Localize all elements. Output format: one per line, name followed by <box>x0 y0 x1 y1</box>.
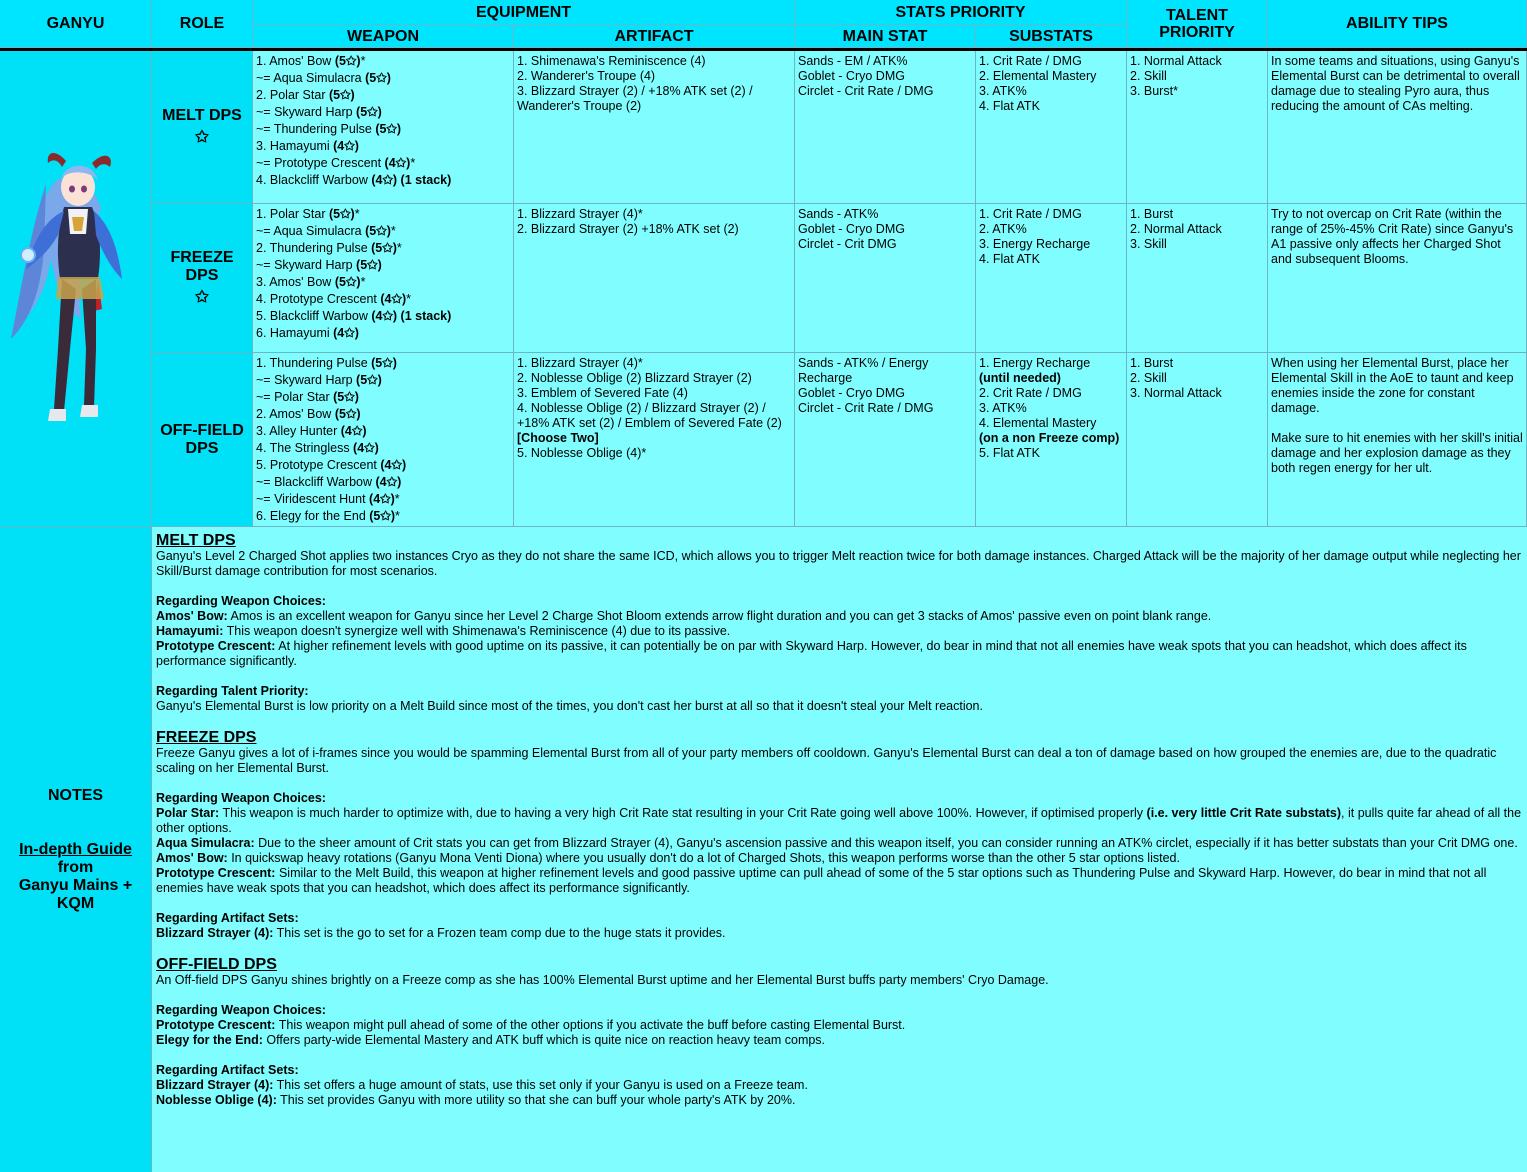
note-entry <box>156 624 1523 639</box>
ganyu-portrait-illustration <box>6 139 146 439</box>
note-text: Offers party-wide Elemental Mastery and ATK buff which is quite nice on reaction heavy team comps. <box>262 1033 826 1047</box>
note-text: This set is the go to set for a Frozen team comp due to the huge stats it provides. <box>273 926 726 940</box>
note-entry <box>156 1033 1523 1048</box>
weapon-rating: (5✩) <box>369 509 396 523</box>
weapon-footnote: * <box>406 292 412 306</box>
weapon-rating: (5✩) <box>356 105 382 119</box>
weapon-rating: (5✩) <box>334 275 361 289</box>
weapon-name: 1. Polar Star <box>256 207 329 221</box>
weapon-name: ~= Polar Star <box>256 390 334 404</box>
notes-body-cell <box>152 527 1527 1172</box>
note-text: In quickswap heavy rotations (Ganyu Mona Venti Diona) where you usually don't do a lot of Charged Shots, this weapon performs worse than the other 5 star options listed. <box>227 851 1180 865</box>
melt-notes-intro: Ganyu's Level 2 Charged Shot applies two instances Cryo as they do not share the same ICD, which allows you to trigger Melt reaction twice for both damage instances. Charged Attack will be the majority of her damage output while neglecting her Skill/Burst damage contribution for most scenarios. <box>156 549 1521 578</box>
weapon-name: 5. Blackcliff Warbow <box>256 309 372 323</box>
melt-weapon-notes <box>156 609 1523 669</box>
weapon-name: ~= Prototype Crescent <box>256 156 385 170</box>
header-talent-priority[interactable]: TALENT PRIORITY <box>1127 0 1268 48</box>
freeze-talent-cell: 1. Burst 2. Normal Attack 3. Skill <box>1127 204 1268 353</box>
note-subject: Prototype Crescent: <box>156 866 276 880</box>
weapon-entry <box>256 474 510 491</box>
weapon-name: ~= Skyward Harp <box>256 258 357 272</box>
weapon-footnote: * <box>360 54 366 68</box>
weapon-rating: (4✩) <box>340 424 367 438</box>
header-substats[interactable]: SUBSTATS <box>976 25 1127 48</box>
substat-note: (on a non Freeze comp) <box>979 431 1120 445</box>
off-field-artifact-notes <box>156 1078 1523 1108</box>
substat-line: 2. Crit Rate / DMG <box>979 386 1082 400</box>
note-text: This weapon might pull ahead of some of the other options if you activate the buff before casting Elemental Burst. <box>275 1018 906 1032</box>
weapon-rating: (4✩) <box>380 292 407 306</box>
weapon-name: ~= Viridescent Hunt <box>256 492 370 506</box>
guide-source: Ganyu Mains + KQM <box>18 876 133 912</box>
melt-talent-note: Ganyu's Elemental Burst is low priority on a Melt Build since most of the times, you don't cast her burst at all so that it doesn't steal your Melt reaction. <box>156 699 983 713</box>
role-label: OFF-FIELD DPS <box>160 421 244 457</box>
weapon-name: 3. Amos' Bow <box>256 275 335 289</box>
header-equipment[interactable]: EQUIPMENT <box>253 0 795 25</box>
weapon-entry <box>256 491 510 508</box>
substat-line: 5. Flat ATK <box>979 446 1040 460</box>
off-field-notes-heading: OFF-FIELD DPS <box>156 956 277 973</box>
weapon-rating: (4✩) <box>369 492 395 506</box>
choose-two-note: [Choose Two] <box>517 431 599 445</box>
melt-weapons-cell <box>253 51 514 204</box>
melt-talent-heading: Regarding Talent Priority: <box>156 684 309 698</box>
note-subject: Blizzard Strayer (4): <box>156 926 274 940</box>
substat-note: (until needed) <box>979 371 1061 385</box>
note-entry <box>156 866 1523 896</box>
character-portrait-cell <box>0 51 152 527</box>
note-text: This set offers a huge amount of stats, use this set only if your Ganyu is used on a Freeze team. <box>273 1078 808 1092</box>
artifact-line: 1. Blizzard Strayer (4)* <box>517 356 643 370</box>
off-field-main-stat-cell: Sands - ATK% / Energy Recharge Goblet - Cryo DMG Circlet - Crit Rate / DMG <box>795 353 976 527</box>
weapon-entry <box>256 206 510 223</box>
weapon-rating: (5✩) <box>365 224 391 238</box>
melt-artifacts-cell: 1. Shimenawa's Reminiscence (4) 2. Wanderer's Troupe (4) 3. Blizzard Strayer (2) / +18% ATK set (2) / Wanderer's Troupe (2) <box>514 51 795 204</box>
weapon-name: 4. Blackcliff Warbow <box>256 173 372 187</box>
weapon-name: ~= Thundering Pulse <box>256 122 376 136</box>
weapon-rating: (5✩) <box>328 207 355 221</box>
note-subject: Elegy for the End: <box>156 1033 263 1047</box>
off-field-substats-cell <box>976 353 1127 527</box>
role-freeze-dps <box>152 204 253 353</box>
weapon-rating: (5✩) <box>365 71 391 85</box>
substat-line: 4. Elemental Mastery <box>979 416 1097 430</box>
header-main-stat[interactable]: MAIN STAT <box>795 25 976 48</box>
weapon-entry <box>256 372 510 389</box>
freeze-tips-cell: Try to not overcap on Crit Rate (within the range of 25%-45% Crit Rate) since Ganyu's A1 passive only affects her Charged Shot and subsequent Blooms. <box>1268 204 1527 353</box>
substat-line: 1. Energy Recharge <box>979 356 1091 370</box>
weapon-entry <box>256 308 510 325</box>
weapon-name: 1. Thundering Pulse <box>256 356 372 370</box>
weapon-rating: (5✩) <box>375 122 402 136</box>
note-entry <box>156 639 1523 669</box>
weapon-name: 2. Thundering Pulse <box>256 241 372 255</box>
weapon-footnote: * <box>360 275 366 289</box>
note-entry <box>156 1018 1523 1033</box>
weapon-entry <box>256 423 510 440</box>
freeze-substats-cell: 1. Crit Rate / DMG 2. ATK% 3. Energy Recharge 4. Flat ATK <box>976 204 1127 353</box>
weapon-footnote: * <box>395 509 400 523</box>
note-subject: Aqua Simulacra: <box>156 836 255 850</box>
tip-paragraph: When using her Elemental Burst, place her Elemental Skill in the AoE to taunt and keep enemies inside the zone for constant damage. <box>1271 356 1514 415</box>
note-entry <box>156 1093 1523 1108</box>
note-subject: Noblesse Oblige (4): <box>156 1093 277 1107</box>
note-subject: Amos' Bow: <box>156 609 228 623</box>
weapon-rating: (5✩) <box>334 407 361 421</box>
weapon-rating: (5✩) <box>371 241 397 255</box>
freeze-weapons-cell <box>253 204 514 353</box>
melt-substats-cell: 1. Crit Rate / DMG 2. Elemental Mastery 3. ATK% 4. Flat ATK <box>976 51 1127 204</box>
note-text: This weapon doesn't synergize well with Shimenawa's Reminiscence (4) due to its passive. <box>223 624 731 638</box>
melt-talent-cell: 1. Normal Attack 2. Skill 3. Burst* <box>1127 51 1268 204</box>
weapon-entry <box>256 155 510 172</box>
off-field-talent-cell: 1. Burst 2. Skill 3. Normal Attack <box>1127 353 1268 527</box>
freeze-artifact-sets-heading: Regarding Artifact Sets: <box>156 911 299 925</box>
weapon-entry <box>256 389 510 406</box>
freeze-artifacts-cell: 1. Blizzard Strayer (4)* 2. Blizzard Strayer (2) +18% ATK set (2) <box>514 204 795 353</box>
off-field-artifacts-cell <box>514 353 795 527</box>
weapon-entry <box>256 121 510 138</box>
freeze-notes-heading: FREEZE DPS <box>156 729 257 746</box>
off-field-weapons-cell <box>253 353 514 527</box>
weapon-footnote: * <box>396 241 402 255</box>
star-icon: ✩ <box>195 129 209 146</box>
note-subject: Prototype Crescent: <box>156 639 276 653</box>
weapon-footnote: * <box>394 492 400 506</box>
off-field-weapon-notes <box>156 1018 1523 1048</box>
weapon-entry <box>256 257 510 274</box>
weapon-rating: (4✩) <box>380 458 407 472</box>
weapon-name: 2. Polar Star <box>256 88 329 102</box>
weapon-entry <box>256 406 510 423</box>
tip-paragraph: Make sure to hit enemies with her skill's initial damage and her explosion damage as they both regen energy for her ult. <box>1271 431 1523 475</box>
weapon-name: ~= Aqua Simulacra <box>256 71 366 85</box>
note-entry <box>156 851 1523 866</box>
note-entry <box>156 1078 1523 1093</box>
weapon-footnote: * <box>410 156 416 170</box>
weapon-entry <box>256 457 510 474</box>
artifact-line: 3. Emblem of Severed Fate (4) <box>517 386 688 400</box>
weapon-entry <box>256 87 510 104</box>
weapon-name: 4. The Stringless <box>256 441 354 455</box>
freeze-main-stat-cell: Sands - ATK% Goblet - Cryo DMG Circlet - Crit DMG <box>795 204 976 353</box>
role-label: FREEZE DPS <box>170 249 234 284</box>
weapon-list <box>256 53 510 189</box>
weapon-entry <box>256 53 510 70</box>
note-subject: Amos' Bow: <box>156 851 228 865</box>
freeze-weapon-notes <box>156 836 1523 896</box>
note-subject: Blizzard Strayer (4): <box>156 1078 274 1092</box>
header-stats-priority[interactable]: STATS PRIORITY <box>795 0 1127 25</box>
star-icon: ✩ <box>195 289 209 306</box>
artifact-line <box>517 401 791 446</box>
weapon-name: 6. Hamayumi <box>256 326 334 340</box>
note-emphasis: (i.e. very little Crit Rate substats) <box>1146 806 1342 820</box>
weapon-rating: (4✩) <box>333 139 359 153</box>
artifact-line: 5. Noblesse Oblige (4)* <box>517 446 647 460</box>
melt-main-stat-cell: Sands - EM / ATK% Goblet - Cryo DMG Circlet - Crit Rate / DMG <box>795 51 976 204</box>
weapon-entry <box>256 70 510 87</box>
header-weapon[interactable]: WEAPON <box>253 25 514 48</box>
freeze-notes-intro: Freeze Ganyu gives a lot of i-frames since you would be spamming Elemental Burst from all of your party members off cooldown. Ganyu's Elemental Burst can deal a ton of damage based on how grouped the enemies are, due to the quadratic scaling on her Elemental Burst. <box>156 746 1497 775</box>
freeze-weapon-choices-heading: Regarding Weapon Choices: <box>156 791 326 805</box>
weapon-list <box>256 206 510 342</box>
note-text: This weapon is much harder to optimize with, due to having a very high Crit Rate stat resulting in your Crit Rate going well above 100%. However, if optimised properly <box>219 806 1147 820</box>
weapon-entry <box>256 223 510 240</box>
role-label: MELT DPS <box>162 107 242 124</box>
melt-tips-cell: In some teams and situations, using Ganyu's Elemental Burst can be detrimental to overall damage due to stealing Pyro aura, thus reducing the amount of CAs melting. <box>1268 51 1527 204</box>
header-character[interactable]: GANYU <box>0 0 152 48</box>
note-entry <box>156 926 1523 941</box>
weapon-rating: (5✩) <box>356 258 382 272</box>
weapon-name: 2. Amos' Bow <box>256 407 335 421</box>
weapon-name: 3. Alley Hunter <box>256 424 341 438</box>
weapon-rating: (5✩) <box>334 54 361 68</box>
substat-line: 3. ATK% <box>979 401 1027 415</box>
artifact-line: 2. Noblesse Oblige (2) Blizzard Strayer (2) <box>517 371 752 385</box>
weapon-name: 3. Hamayumi <box>256 139 334 153</box>
weapon-entry <box>256 508 510 525</box>
note-text: Due to the sheer amount of Crit stats you can get from Blizzard Strayer (4), Ganyu's ascension passive and this weapon itself, you can consider running an ATK% circlet, especially if it has better substats than your Crit DMG one. <box>254 836 1518 850</box>
note-text: Similar to the Melt Build, this weapon at higher refinement levels and good passive uptime can pull ahead of some of the 5 star options such as Thundering Pulse and Skyward Harp. However, do bear in mind that not all enemies have weak spots that you can headshot, which does affect its performance significantly. <box>156 866 1487 895</box>
weapon-name: 5. Prototype Crescent <box>256 458 381 472</box>
weapon-footnote: * <box>390 224 396 238</box>
note-text: At higher refinement levels with good uptime on its passive, it can potentially be on par with Skyward Harp. However, do bear in mind that not all enemies have weak spots that you can headshot, which does affect its performance significantly. <box>156 639 1467 668</box>
weapon-entry <box>256 240 510 257</box>
in-depth-guide-link[interactable]: In-depth Guide <box>19 840 132 858</box>
weapon-rating: (5✩) <box>356 373 382 387</box>
freeze-artifact-notes <box>156 926 1523 941</box>
weapon-rating: (5✩) <box>333 390 359 404</box>
weapon-entry <box>256 291 510 308</box>
guide-from: from <box>57 858 94 876</box>
weapon-entry <box>256 325 510 342</box>
weapon-rating: (4✩) <box>384 156 411 170</box>
weapon-name: 6. Elegy for the End <box>256 509 370 523</box>
weapon-name: ~= Skyward Harp <box>256 105 357 119</box>
weapon-name: 4. Prototype Crescent <box>256 292 381 306</box>
off-field-tips-cell <box>1268 353 1527 527</box>
note-text: This set provides Ganyu with more utility so that she can buff your whole party's ATK by 20%. <box>276 1093 796 1107</box>
weapon-rating: (4✩) <box>375 475 402 489</box>
off-field-notes-intro: An Off-field DPS Ganyu shines brightly on a Freeze comp as she has 100% Elemental Burst uptime and her Elemental Burst buffs party members' Cryo Damage. <box>156 973 1049 987</box>
melt-notes-heading: MELT DPS <box>156 532 236 549</box>
weapon-entry <box>256 104 510 121</box>
weapon-rating: (4✩) <box>353 441 379 455</box>
note-text: , it pulls quite far ahead of all the other options. <box>156 806 1522 835</box>
freeze-polar-star-note <box>156 806 1523 836</box>
weapon-name: ~= Skyward Harp <box>256 373 357 387</box>
weapon-name: ~= Aqua Simulacra <box>256 224 366 238</box>
header-artifact[interactable]: ARTIFACT <box>514 25 795 48</box>
note-subject: Prototype Crescent: <box>156 1018 276 1032</box>
off-field-weapon-choices-heading: Regarding Weapon Choices: <box>156 1003 326 1017</box>
notes-label: NOTES <box>47 786 104 804</box>
weapon-name: 1. Amos' Bow <box>256 54 335 68</box>
note-entry <box>156 836 1523 851</box>
role-melt-dps <box>152 51 253 204</box>
role-off-field-dps <box>152 353 253 527</box>
weapon-rating: (5✩) <box>328 88 355 102</box>
weapon-rating: (4✩) (1 stack) <box>371 309 452 323</box>
notes-label-cell <box>0 527 152 1172</box>
header-role[interactable]: ROLE <box>152 0 253 48</box>
weapon-rating: (4✩) (1 stack) <box>371 173 452 187</box>
note-subject: Hamayumi: <box>156 624 224 638</box>
note-entry <box>156 609 1523 624</box>
weapon-entry <box>256 138 510 155</box>
weapon-entry <box>256 440 510 457</box>
header-ability-tips[interactable]: ABILITY TIPS <box>1268 0 1527 48</box>
weapon-name: Polar Star: <box>156 806 220 820</box>
weapon-entry <box>256 355 510 372</box>
weapon-footnote: * <box>354 207 360 221</box>
artifact-line-text: 4. Noblesse Oblige (2) / Blizzard Strayer (2) / +18% ATK set (2) / Emblem of Severed Fate (2) <box>517 401 782 430</box>
weapon-rating: (4✩) <box>333 326 359 340</box>
melt-weapon-choices-heading: Regarding Weapon Choices: <box>156 594 326 608</box>
off-field-artifact-sets-heading: Regarding Artifact Sets: <box>156 1063 299 1077</box>
weapon-name: ~= Blackcliff Warbow <box>256 475 376 489</box>
weapon-list <box>256 355 510 525</box>
note-text: Amos is an excellent weapon for Ganyu since her Level 2 Charge Shot Bloom extends arrow flight duration and you can get 3 stacks of Amos' passive even on point blank range. <box>227 609 1212 623</box>
weapon-entry <box>256 274 510 291</box>
weapon-rating: (5✩) <box>371 356 397 370</box>
weapon-entry <box>256 172 510 189</box>
